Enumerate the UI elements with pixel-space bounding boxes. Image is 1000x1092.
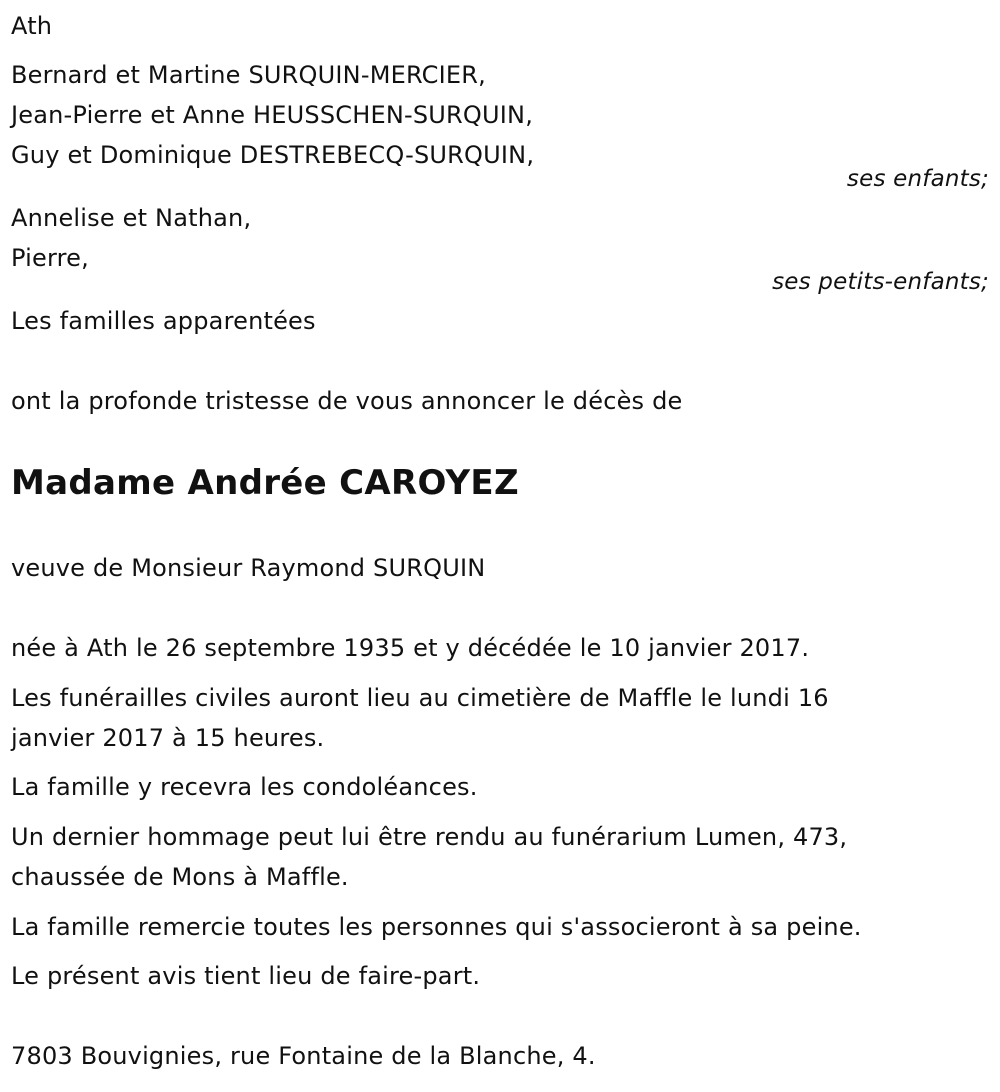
grandchild-name: Pierre, <box>11 244 89 272</box>
widow-of: veuve de Monsieur Raymond SURQUIN <box>11 554 486 582</box>
grandchildren-label: ses petits-enfants; <box>772 269 989 295</box>
announcement: ont la profonde tristesse de vous annoncer le décès de <box>11 387 683 415</box>
birth-death: née à Ath le 26 septembre 1935 et y décédée le 10 janvier 2017. <box>11 634 810 662</box>
funeral-info: Les funérailles civiles auront lieu au cimetière de Maffle le lundi 16 janvier 2017 à 15 heures. <box>11 684 829 752</box>
child-name: Jean-Pierre et Anne HEUSSCHEN-SURQUIN, <box>11 101 534 129</box>
deceased-name: Madame Andrée CAROYEZ <box>11 463 519 503</box>
related-families: Les familles apparentées <box>11 307 316 335</box>
address: 7803 Bouvignies, rue Fontaine de la Blanche, 4. <box>11 1042 596 1070</box>
thanks: La famille remercie toutes les personnes qui s'associeront à sa peine. <box>11 913 862 941</box>
child-name: Guy et Dominique DESTREBECQ-SURQUIN, <box>11 141 535 169</box>
place: Ath <box>11 12 53 40</box>
notice-statement: Le présent avis tient lieu de faire-part. <box>11 962 481 990</box>
tribute-info: Un dernier hommage peut lui être rendu au funérarium Lumen, 473, chaussée de Mons à Maffle. <box>11 823 848 891</box>
condolences: La famille y recevra les condoléances. <box>11 773 478 801</box>
child-name: Bernard et Martine SURQUIN-MERCIER, <box>11 61 486 89</box>
grandchild-name: Annelise et Nathan, <box>11 204 252 232</box>
children-label: ses enfants; <box>846 166 989 192</box>
